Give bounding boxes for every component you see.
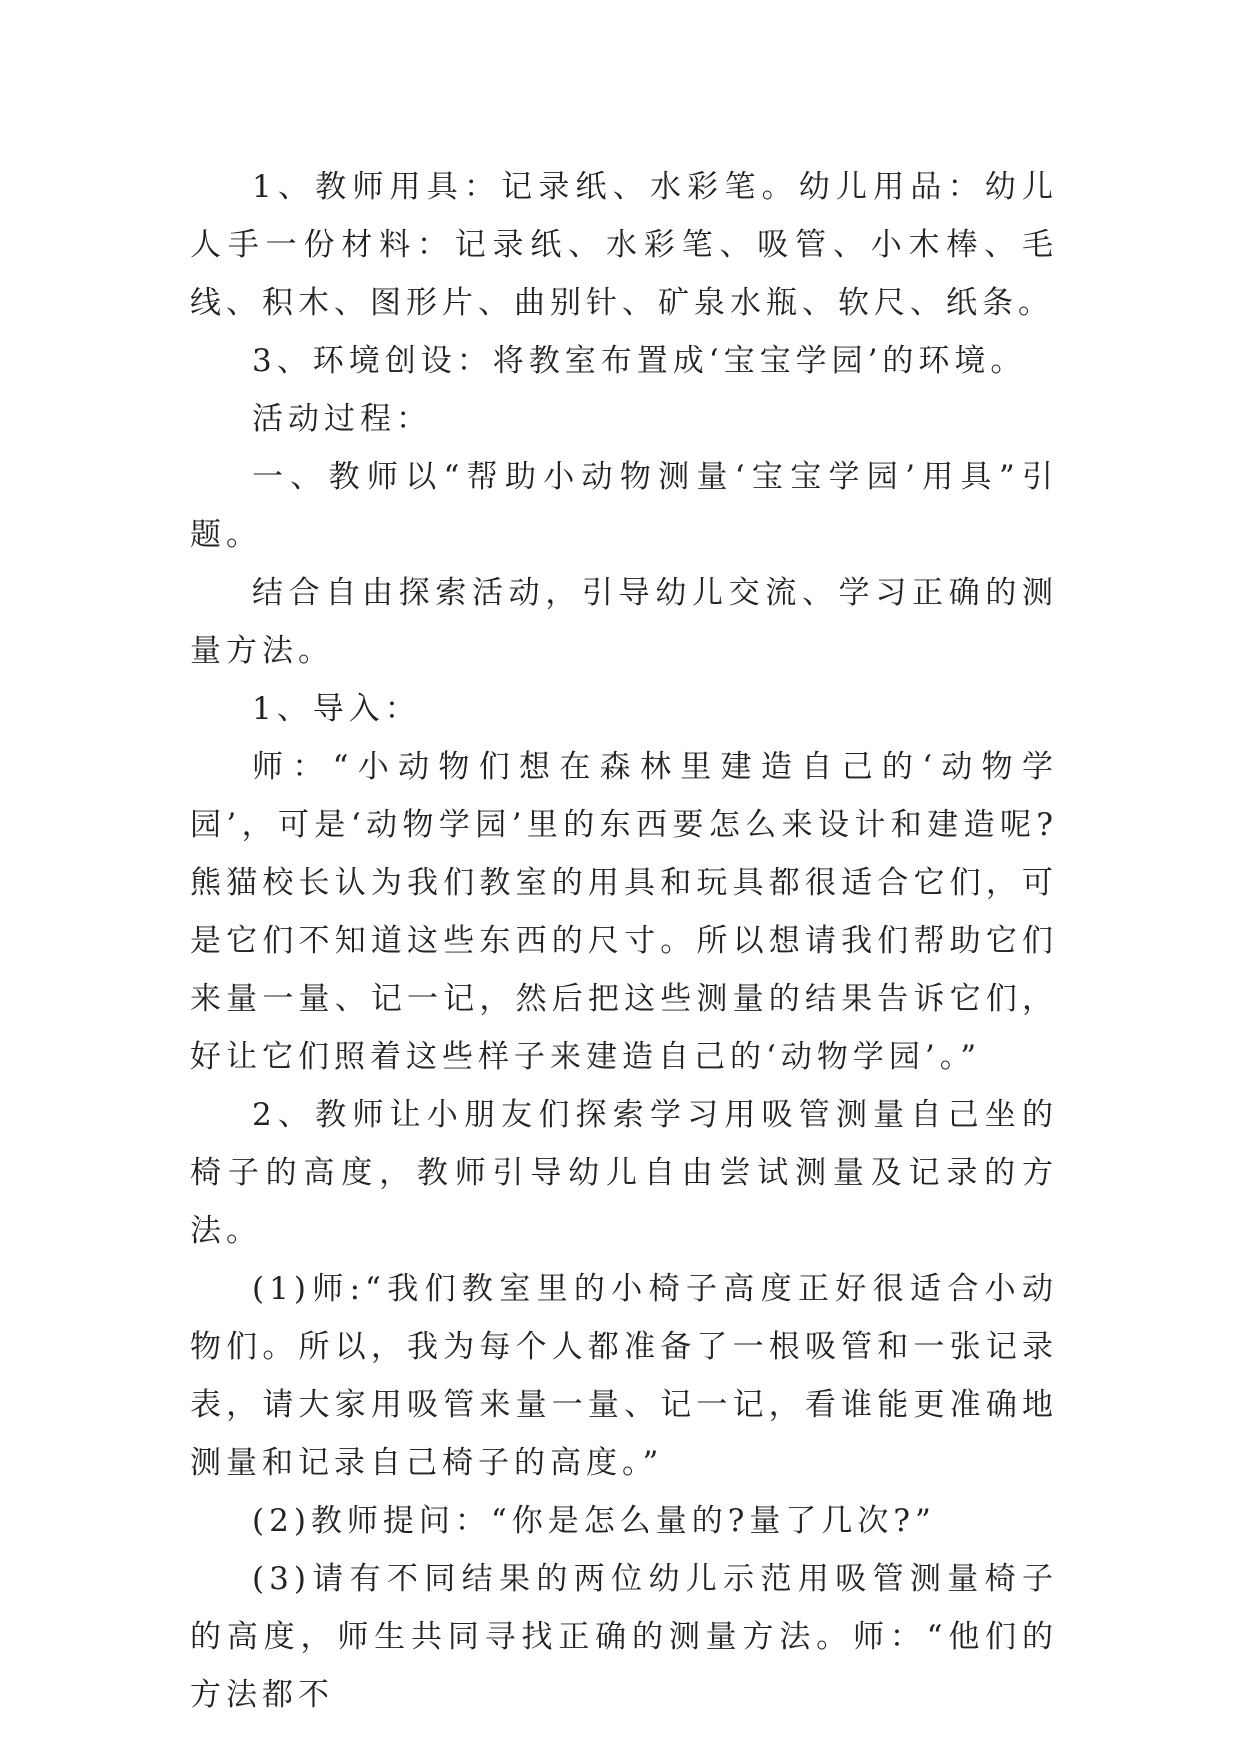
paragraph-environment: 3、环境创设：将教室布置成‘宝宝学园’的环境。 (252, 343, 1027, 379)
paragraph-substep-3: (3)请有不同结果的两位幼儿示范用吸管测量椅子的高度，师生共同寻找正确的测量方法。师：“他们的方法都不 (190, 1561, 1058, 1713)
paragraph-materials: 1、教师用具：记录纸、水彩笔。幼儿用品：幼儿人手一份材料：记录纸、水彩笔、吸管、小木棒、毛线、积木、图形片、曲别针、矿泉水瓶、软尺、纸条。 (190, 169, 1058, 321)
paragraph-activity-heading: 活动过程： (252, 401, 432, 437)
paragraph-substep-1: (1)师:“我们教室里的小椅子高度正好很适合小动物们。所以，我为每个人都准备了一根吸管和一张记录表，请大家用吸管来量一量、记一记，看谁能更准确地测量和记录自己椅子的高度。” (190, 1271, 1058, 1481)
paragraph-intro-heading: 1、导入： (252, 691, 421, 727)
paragraph-teacher-intro: 师：“小动物们想在森林里建造自己的‘动物学园’，可是‘动物学园’里的东西要怎么来设计和建造呢?熊猫校长认为我们教室的用具和玩具都很适合它们，可是它们不知道这些东西的尺寸。所以想请我们帮助它们来量一量、记一记，然后把这些测量的结果告诉它们，好让它们照着这些样子来建造自己的‘动物学园’。” (190, 749, 1058, 1075)
paragraph-substep-2: (2)教师提问：“你是怎么量的?量了几次?” (252, 1503, 936, 1539)
paragraph-step-two: 2、教师让小朋友们探索学习用吸管测量自己坐的椅子的高度，教师引导幼儿自由尝试测量及记录的方法。 (190, 1097, 1058, 1249)
paragraph-exploration: 结合自由探索活动，引导幼儿交流、学习正确的测量方法。 (190, 575, 1058, 669)
document-page (190, 158, 1058, 1724)
paragraph-section-one: 一、教师以“帮助小动物测量‘宝宝学园’用具”引题。 (190, 459, 1058, 553)
